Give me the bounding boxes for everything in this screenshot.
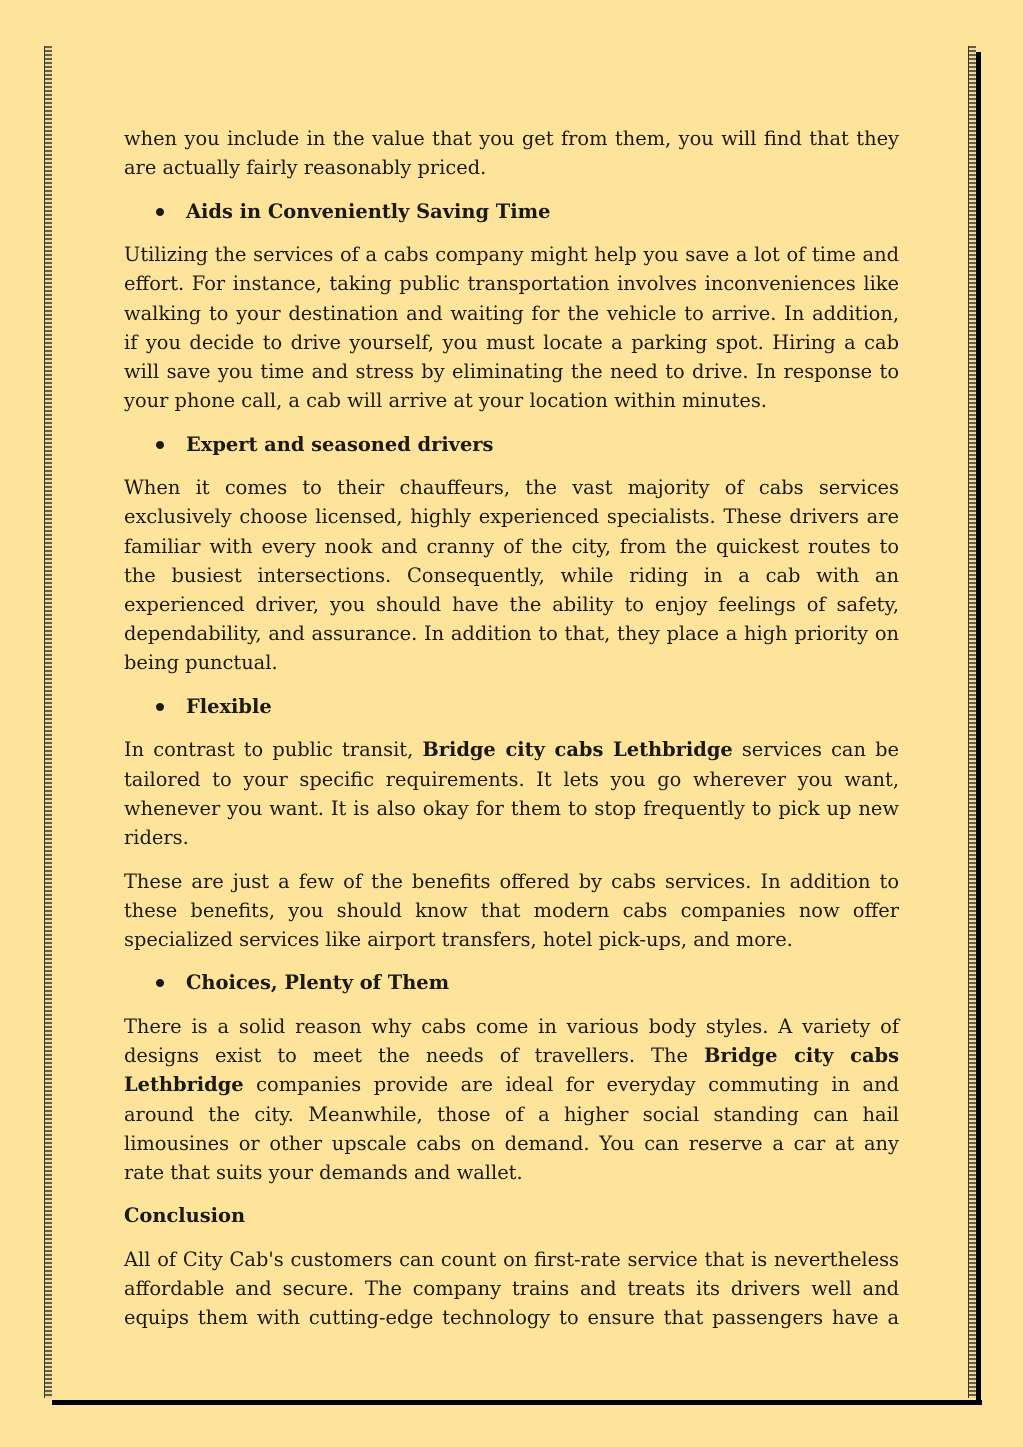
conclusion-paragraph: All of City Cab's customers can count on first-rate service that is nevertheless affordable and secure. The company trains and treats its drivers well and equips them with cutting-edge technology to ensure that passengers have a	[124, 1247, 899, 1330]
expert-drivers-paragraph: When it comes to their chauffeurs, the vast majority of cabs services exclusively choose licensed, highly experienced specialists. These drivers are familiar with every nook and cranny of the city, from the quickest routes to the busiest intersections. Consequently, while riding in a cab with an experienced driver, you should have the ability to enjoy feelings of safety, dependability, and assurance. In addition to that, they place a high priority on being punctual.	[124, 476, 899, 675]
choices-brand-name: Bridge city cabs Lethbridge	[124, 1044, 899, 1097]
page-border-left	[44, 46, 52, 1398]
bullet-heading-text: Choices, Plenty of Them	[186, 971, 450, 995]
page-border-right-shadow	[976, 52, 981, 1404]
page-border-bottom	[52, 1400, 982, 1405]
bullet-icon	[156, 441, 164, 449]
choices-text-after: companies provide are ideal for everyday commuting in and around the city. Meanwhile, those of a higher social standing can hail limousines or other upscale cabs on demand. You can reserve a car at any rate that suits your demands and wallet.	[124, 1073, 899, 1184]
flexible-paragraph	[124, 735, 899, 852]
conclusion-heading: Conclusion	[124, 1204, 246, 1228]
flexible-text-after: services can be tailored to your specific requirements. It lets you go wherever you want, whenever you want. It is also okay for them to stop frequently to pick up new riders.	[124, 738, 899, 849]
bullet-icon	[156, 703, 164, 711]
page-border-right	[968, 46, 976, 1398]
document-body	[124, 124, 899, 1347]
bullet-icon	[156, 979, 164, 987]
choices-text-before: There is a solid reason why cabs come in various body styles. A variety of designs exist to meet the needs of travellers. The	[124, 1014, 899, 1068]
benefits-summary-paragraph: These are just a few of the benefits offered by cabs services. In addition to these benefits, you should know that modern cabs companies now offer specialized services like airport transfers, hotel pick-ups, and more.	[124, 869, 899, 951]
flexible-text-before: In contrast to public transit,	[124, 738, 423, 762]
intro-paragraph: when you include in the value that you get from them, you will find that they are actually fairly reasonably priced.	[124, 127, 899, 180]
saving-time-paragraph: Utilizing the services of a cabs company might help you save a lot of time and effort. For instance, taking public transportation involves inconveniences like walking to your destination and waiting for the vehicle to arrive. In addition, if you decide to drive yourself, you must locate a parking spot. Hiring a cab will save you time and stress by eliminating the need to drive. In response to your phone call, a cab will arrive at your location within minutes.	[124, 243, 899, 413]
bullet-heading-choices	[124, 968, 899, 997]
bullet-heading-expert-drivers	[124, 430, 899, 459]
flexible-brand-name: Bridge city cabs Lethbridge	[422, 738, 733, 762]
bullet-heading-flexible	[124, 692, 899, 721]
bullet-heading-text: Aids in Conveniently Saving Time	[186, 199, 551, 223]
choices-paragraph	[124, 1012, 899, 1187]
bullet-heading-saving-time	[124, 197, 899, 226]
bullet-icon	[156, 208, 164, 216]
bullet-heading-text: Expert and seasoned drivers	[186, 432, 494, 456]
bullet-heading-text: Flexible	[186, 694, 272, 718]
